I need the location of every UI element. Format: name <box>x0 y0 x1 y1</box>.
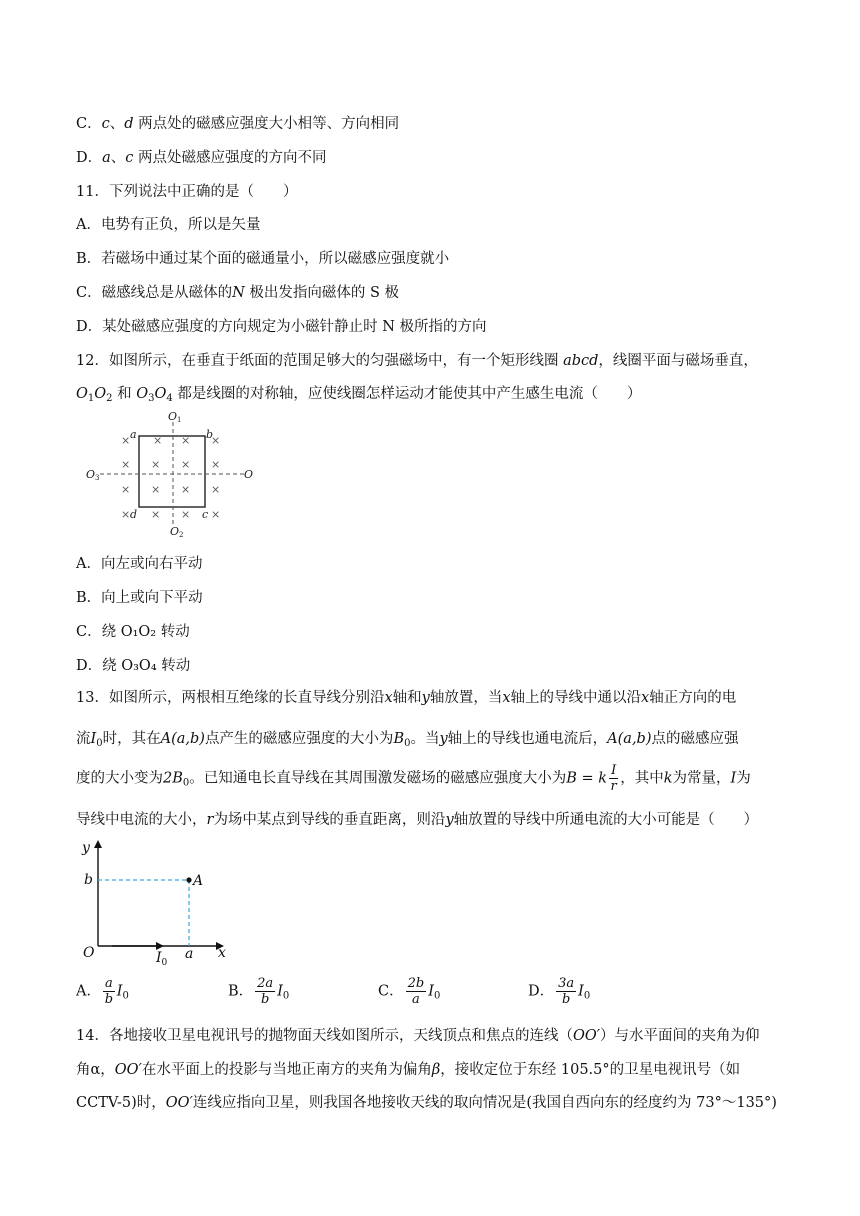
svg-text:×: × <box>121 508 131 521</box>
q11-option-d: D．某处磁感应强度的方向规定为小磁针静止时 N 极所指的方向 <box>76 319 487 335</box>
svg-text:×: × <box>121 458 131 471</box>
label-y: y <box>82 840 90 856</box>
corner-c: c <box>202 508 209 521</box>
label-o2: O2 <box>170 525 184 538</box>
q13-option-a: A． $\frac{a}{b}$ $I_0$ <box>76 976 129 1007</box>
svg-text:×: × <box>153 434 163 447</box>
label-A: A <box>193 873 204 889</box>
label-b: b <box>84 872 93 888</box>
svg-text:×: × <box>211 508 221 521</box>
svg-text:×: × <box>211 458 221 471</box>
label-O: O <box>83 945 95 961</box>
q11-option-a: A．电势有正负，所以是矢量 <box>76 217 261 233</box>
q11-option-b: B．若磁场中通过某个面的磁通量小，所以磁感应强度就小 <box>76 251 450 267</box>
svg-text:×: × <box>181 434 191 447</box>
label-o1: O1 <box>168 410 182 424</box>
point-a <box>186 877 191 882</box>
q12-option-b: B．向上或向下平动 <box>76 590 203 606</box>
q13-stem-line1: 13．如图所示，两根相互绝缘的长直导线分别沿x轴和y轴放置，当x轴上的导线中通以沿x轴正方向的电 <box>76 690 737 706</box>
q12-option-d: D．绕 O₃O₄ 转动 <box>76 658 191 674</box>
q12-coil-figure <box>84 408 260 538</box>
q13-stem-line2: 流$I_0$时，其在A(a,b)点产生的磁感应强度的大小为$B_0$。当y轴上的导线也通电流后，A(a,b)点的磁感应强 <box>76 731 739 749</box>
q11-stem: 11．下列说法中正确的是（ ） <box>76 184 298 200</box>
coil-rectangle <box>139 436 205 507</box>
y-axis-arrow <box>94 840 102 848</box>
svg-text:×: × <box>181 458 191 471</box>
q12-stem-line2: $O_1O_2$ 和 $O_3O_4$ 都是线圈的对称轴，应使线圈怎样运动才能使其中产生感生电流（ ） <box>76 386 642 404</box>
label-x: x <box>218 945 226 961</box>
q14-stem-line1: 14．各地接收卫星电视讯号的抛物面天线如图所示，天线顶点和焦点的连线（OO′）与水平面间的夹角为仰 <box>76 1028 760 1044</box>
label-I0: $I_0$ <box>156 950 168 966</box>
corner-d: d <box>130 508 138 521</box>
formula-fraction: $\frac{I}{r}$ <box>610 763 617 794</box>
q14-stem-line3: CCTV-5)时，OO′连线应指向卫星，则我国各地接收天线的取向情况是(我国自西向东的经度约为 73°～135°) <box>76 1095 777 1111</box>
label-a: a <box>185 946 194 962</box>
q13-stem-line4: 导线中电流的大小，r为场中某点到导线的垂直距离，则沿y轴放置的导线中所通电流的大小可能是（ ） <box>76 812 759 828</box>
corner-a: a <box>130 428 137 441</box>
svg-text:×: × <box>181 508 191 521</box>
label-o4: O <box>244 468 254 481</box>
q12-option-c: C．绕 O₁O₂ 转动 <box>76 624 190 640</box>
svg-text:×: × <box>211 434 221 447</box>
q12-option-a: A．向左或向右平动 <box>76 556 203 572</box>
svg-text:×: × <box>151 508 161 521</box>
q11-option-c: C．磁感线总是从磁体的N 极出发指向磁体的 S 极 <box>76 285 400 301</box>
current-arrow-head <box>156 942 164 950</box>
q13-axes-figure <box>76 834 236 966</box>
svg-text:×: × <box>151 483 161 496</box>
corner-b: b <box>206 428 214 441</box>
label-o3: O3 <box>86 468 100 482</box>
svg-text:×: × <box>151 458 161 471</box>
q13-option-c: C． $\frac{2b}{a}$ $I_0$ <box>378 976 441 1007</box>
q13-option-d: D． $\frac{3a}{b}$ $I_0$ <box>528 976 591 1007</box>
svg-text:×: × <box>121 483 131 496</box>
q13-stem-line3: 度的大小变为$2B_0$。已知通电长直导线在其周围激发磁场的磁感应强度大小为B = k $\frac{I}{r}$ ，其中k为常量，I为 <box>76 763 751 794</box>
q13-option-b: B． $\frac{2a}{b}$ $I_0$ <box>228 976 290 1007</box>
svg-text:×: × <box>121 434 131 447</box>
svg-text:×: × <box>211 483 221 496</box>
q10-option-c: C．c、d 两点处的磁感应强度大小相等、方向相同 <box>76 116 400 132</box>
q10-option-d: D．a、c 两点处磁感应强度的方向不同 <box>76 150 327 166</box>
svg-text:×: × <box>181 483 191 496</box>
q12-stem-line1: 12．如图所示，在垂直于纸面的范围足够大的匀强磁场中，有一个矩形线圈 abcd，线圈平面与磁场垂直， <box>76 353 758 369</box>
q14-stem-line2: 角α，OO′在水平面上的投影与当地正南方的夹角为偏角β，接收定位于东经 105.5°的卫星电视讯号（如 <box>76 1062 741 1078</box>
